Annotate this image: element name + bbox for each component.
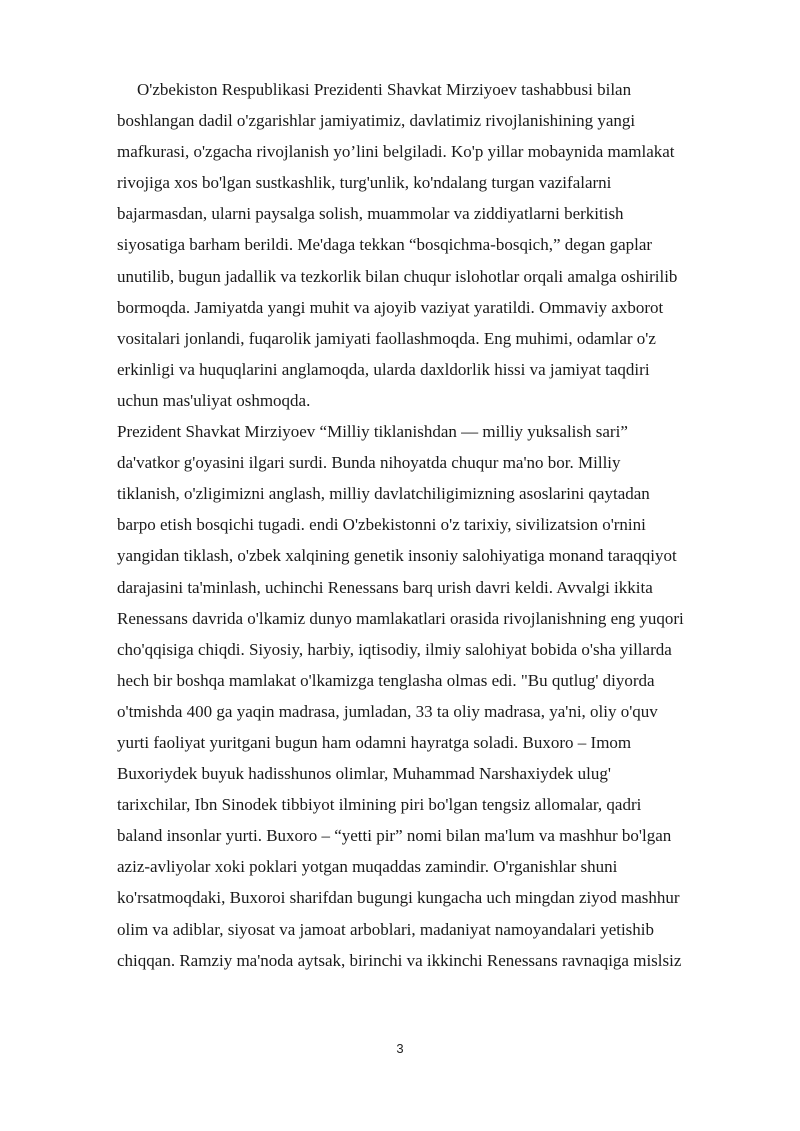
text-line: boshlangan dadil o'zgarishlar jamiyatimiz, davlatimiz rivojlanishining yangi	[117, 111, 636, 131]
text-line: tarixchilar, Ibn Sinodek tibbiyot ilmining piri bo'lgan tengsiz allomalar, qadri	[117, 795, 642, 815]
text-line: yangidan tiklash, o'zbek xalqining genetik insoniy salohiyatiga monand taraqqiyot	[117, 546, 677, 566]
paragraph-1	[117, 74, 742, 416]
text-line: chiqqan. Ramziy ma'noda aytsak, birinchi va ikkinchi Renessans ravnaqiga mislsiz	[117, 950, 682, 970]
text-line: bajarmasdan, ularni paysalga solish, muammolar va ziddiyatlarni berkitish	[117, 204, 624, 224]
text-line: Prezident Shavkat Mirziyoev “Milliy tiklanishdan — milliy yuksalish sari”	[117, 422, 628, 442]
text-line: da'vatkor g'oyasini ilgari surdi. Bunda nihoyatda chuqur ma'no bor. Milliy	[117, 453, 621, 473]
text-line: rivojiga xos bo'lgan sustkashlik, turg'unlik, ko'ndalang turgan vazifalarni	[117, 173, 612, 193]
text-line: uchun mas'uliyat oshmoqda.	[117, 390, 311, 410]
text-line: erkinligi va huquqlarini anglamoqda, ularda daxldorlik hissi va jamiyat taqdiri	[117, 359, 650, 379]
text-line: aziz-avliyolar xoki poklari yotgan muqaddas zamindir. O'rganishlar shuni	[117, 857, 618, 877]
text-line: barpo etish bosqichi tugadi. endi O'zbekistonni o'z tarixiy, sivilizatsion o'rnini	[117, 515, 646, 535]
text-line: unutilib, bugun jadallik va tezkorlik bilan chuqur islohotlar orqali amalga oshirilib	[117, 266, 678, 286]
text-line: darajasini ta'minlash, uchinchi Renessans barq urish davri keldi. Avvalgi ikkita	[117, 577, 653, 597]
paragraph-2	[117, 416, 742, 976]
text-line: olim va adiblar, siyosat va jamoat arboblari, madaniyat namoyandalari yetishib	[117, 919, 655, 939]
text-line: hech bir boshqa mamlakat o'lkamizga tenglasha olmas edi. "Bu qutlug' diyorda	[117, 670, 655, 690]
text-line: siyosatiga barham berildi. Me'daga tekkan “bosqichma-bosqich,” degan gaplar	[117, 235, 653, 255]
body-text	[117, 74, 742, 976]
text-line: tiklanish, o'zligimizni anglash, milliy davlatchiligimizning asoslarini qaytadan	[117, 484, 650, 504]
text-line: bormoqda. Jamiyatda yangi muhit va ajoyib vaziyat yaratildi. Ommaviy axborot	[117, 297, 664, 317]
text-line: yurti faoliyat yuritgani bugun ham odamni hayratga soladi. Buxoro – Imom	[117, 732, 632, 752]
text-line: o'tmishda 400 ga yaqin madrasa, jumladan, 33 ta oliy madrasa, ya'ni, oliy o'quv	[117, 701, 658, 721]
text-line: O'zbekiston Respublikasi Prezidenti Shavkat Mirziyoev tashabbusi bilan	[137, 80, 632, 99]
text-line: baland insonlar yurti. Buxoro – “yetti pir” nomi bilan ma'lum va mashhur bo'lgan	[117, 826, 672, 846]
text-line: Renessans davrida o'lkamiz dunyo mamlakatlari orasida rivojlanishning eng yuqori	[117, 608, 684, 628]
text-line: vositalari jonlandi, fuqarolik jamiyati faollashmoqda. Eng muhimi, odamlar o'z	[117, 328, 656, 348]
page-number: 3	[396, 1041, 404, 1056]
text-line: Buxoriydek buyuk hadisshunos olimlar, Muhammad Narshaxiydek ulug'	[117, 764, 611, 784]
text-line: cho'qqisiga chiqdi. Siyosiy, harbiy, iqtisodiy, ilmiy salohiyat bobida o'sha yillarda	[117, 639, 672, 659]
text-line: mafkurasi, o'zgacha rivojlanish yo’lini belgiladi. Ko'p yillar mobaynida mamlakat	[117, 142, 675, 162]
text-line: ko'rsatmoqdaki, Buxoroi sharifdan bugungi kungacha uch mingdan ziyod mashhur	[117, 888, 680, 908]
